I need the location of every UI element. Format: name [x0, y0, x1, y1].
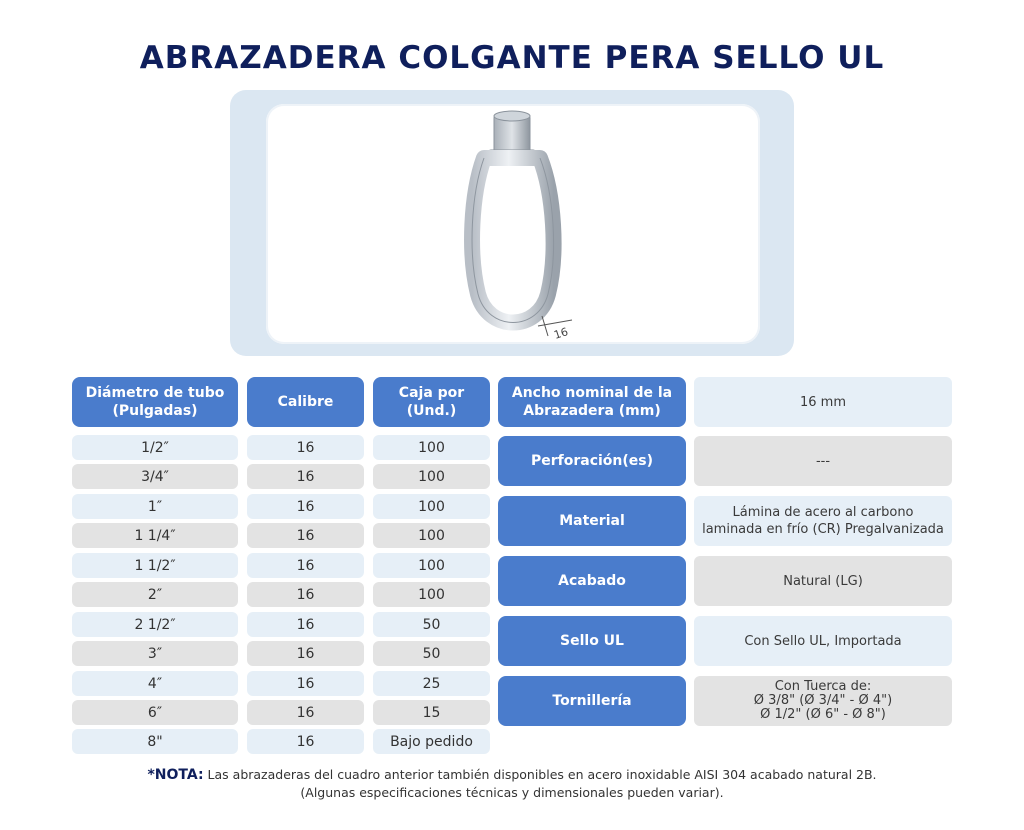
hardware-line: Con Tuerca de:	[774, 679, 872, 694]
cell-box: 50	[373, 612, 490, 637]
spec-label-finish	[498, 556, 686, 606]
header-diameter	[72, 377, 238, 427]
spec-value-perforation: ---	[694, 436, 952, 486]
footnote-line-1	[0, 766, 1024, 784]
header-diameter-label: Diámetro de tubo (Pulgadas)	[85, 385, 225, 419]
cell-box: 100	[373, 435, 490, 460]
cell-box: 100	[373, 494, 490, 519]
cell-box: 50	[373, 641, 490, 666]
cell-box: 100	[373, 582, 490, 607]
spec-label-ul-seal	[498, 616, 686, 666]
page-title: ABRAZADERA COLGANTE PERA SELLO UL	[139, 40, 885, 76]
spec-label-text: Sello UL	[560, 633, 624, 649]
cell-diameter: 3″	[72, 641, 238, 666]
cell-diameter: 1 1/4″	[72, 523, 238, 548]
cell-gauge: 16	[247, 612, 364, 637]
cell-diameter: 6″	[72, 700, 238, 725]
cell-box: 100	[373, 464, 490, 489]
spec-label-text: Tornillería	[552, 693, 632, 709]
cell-box: 15	[373, 700, 490, 725]
spec-label-text: Acabado	[558, 573, 626, 589]
cell-box: 100	[373, 553, 490, 578]
spec-label-hardware	[498, 676, 686, 726]
hardware-line: Ø 1/2" (Ø 6" - Ø 8")	[760, 707, 886, 722]
cell-gauge: 16	[247, 553, 364, 578]
note-text: Las abrazaderas del cuadro anterior también disponibles en acero inoxidable AISI 304 acabado natural 2B.	[207, 767, 877, 782]
footnote	[0, 766, 1024, 801]
cell-diameter: 2″	[72, 582, 238, 607]
cell-gauge: 16	[247, 523, 364, 548]
spec-value-hardware	[694, 676, 952, 726]
header-gauge	[247, 377, 364, 427]
header-box	[373, 377, 490, 427]
spec-value-material	[694, 496, 952, 546]
spec-value-finish: Natural (LG)	[694, 556, 952, 606]
spec-value-ul-seal: Con Sello UL, Importada	[694, 616, 952, 666]
header-gauge-label: Calibre	[277, 394, 334, 410]
spec-label-text: Ancho nominal de la Abrazadera (mm)	[511, 385, 673, 419]
spec-value-width: 16 mm	[694, 377, 952, 427]
cell-gauge: 16	[247, 582, 364, 607]
cell-gauge: 16	[247, 700, 364, 725]
cell-gauge: 16	[247, 494, 364, 519]
cell-gauge: 16	[247, 671, 364, 696]
hardware-line: Ø 3/8" (Ø 3/4" - Ø 4")	[753, 693, 893, 708]
header-box-label: Caja por (Und.)	[398, 385, 465, 419]
cell-gauge: 16	[247, 464, 364, 489]
product-image	[266, 104, 760, 344]
cell-gauge: 16	[247, 435, 364, 460]
cell-diameter: 1/2″	[72, 435, 238, 460]
spec-label-perforation	[498, 436, 686, 486]
spec-label-text: Perforación(es)	[530, 453, 654, 469]
cell-box: 25	[373, 671, 490, 696]
cell-diameter: 2 1/2″	[72, 612, 238, 637]
cell-diameter: 1 1/2″	[72, 553, 238, 578]
product-image-frame	[230, 90, 794, 356]
cell-diameter: 3/4″	[72, 464, 238, 489]
dimension-label: 16	[552, 325, 570, 342]
cell-box: Bajo pedido	[373, 729, 490, 754]
cell-gauge: 16	[247, 641, 364, 666]
pear-hanger-illustration	[266, 104, 760, 344]
cell-gauge: 16	[247, 729, 364, 754]
cell-diameter: 1″	[72, 494, 238, 519]
note-label: *NOTA:	[147, 767, 204, 783]
spec-value-text: Lámina de acero al carbono laminada en frío (CR) Pregalvanizada	[702, 505, 944, 537]
cell-diameter: 4″	[72, 671, 238, 696]
spec-label-width	[498, 377, 686, 427]
spec-label-text: Material	[559, 513, 625, 529]
spec-label-material	[498, 496, 686, 546]
cell-diameter: 8"	[72, 729, 238, 754]
cell-box: 100	[373, 523, 490, 548]
footnote-line-2: (Algunas especificaciones técnicas y dimensionales pueden variar).	[300, 785, 724, 800]
